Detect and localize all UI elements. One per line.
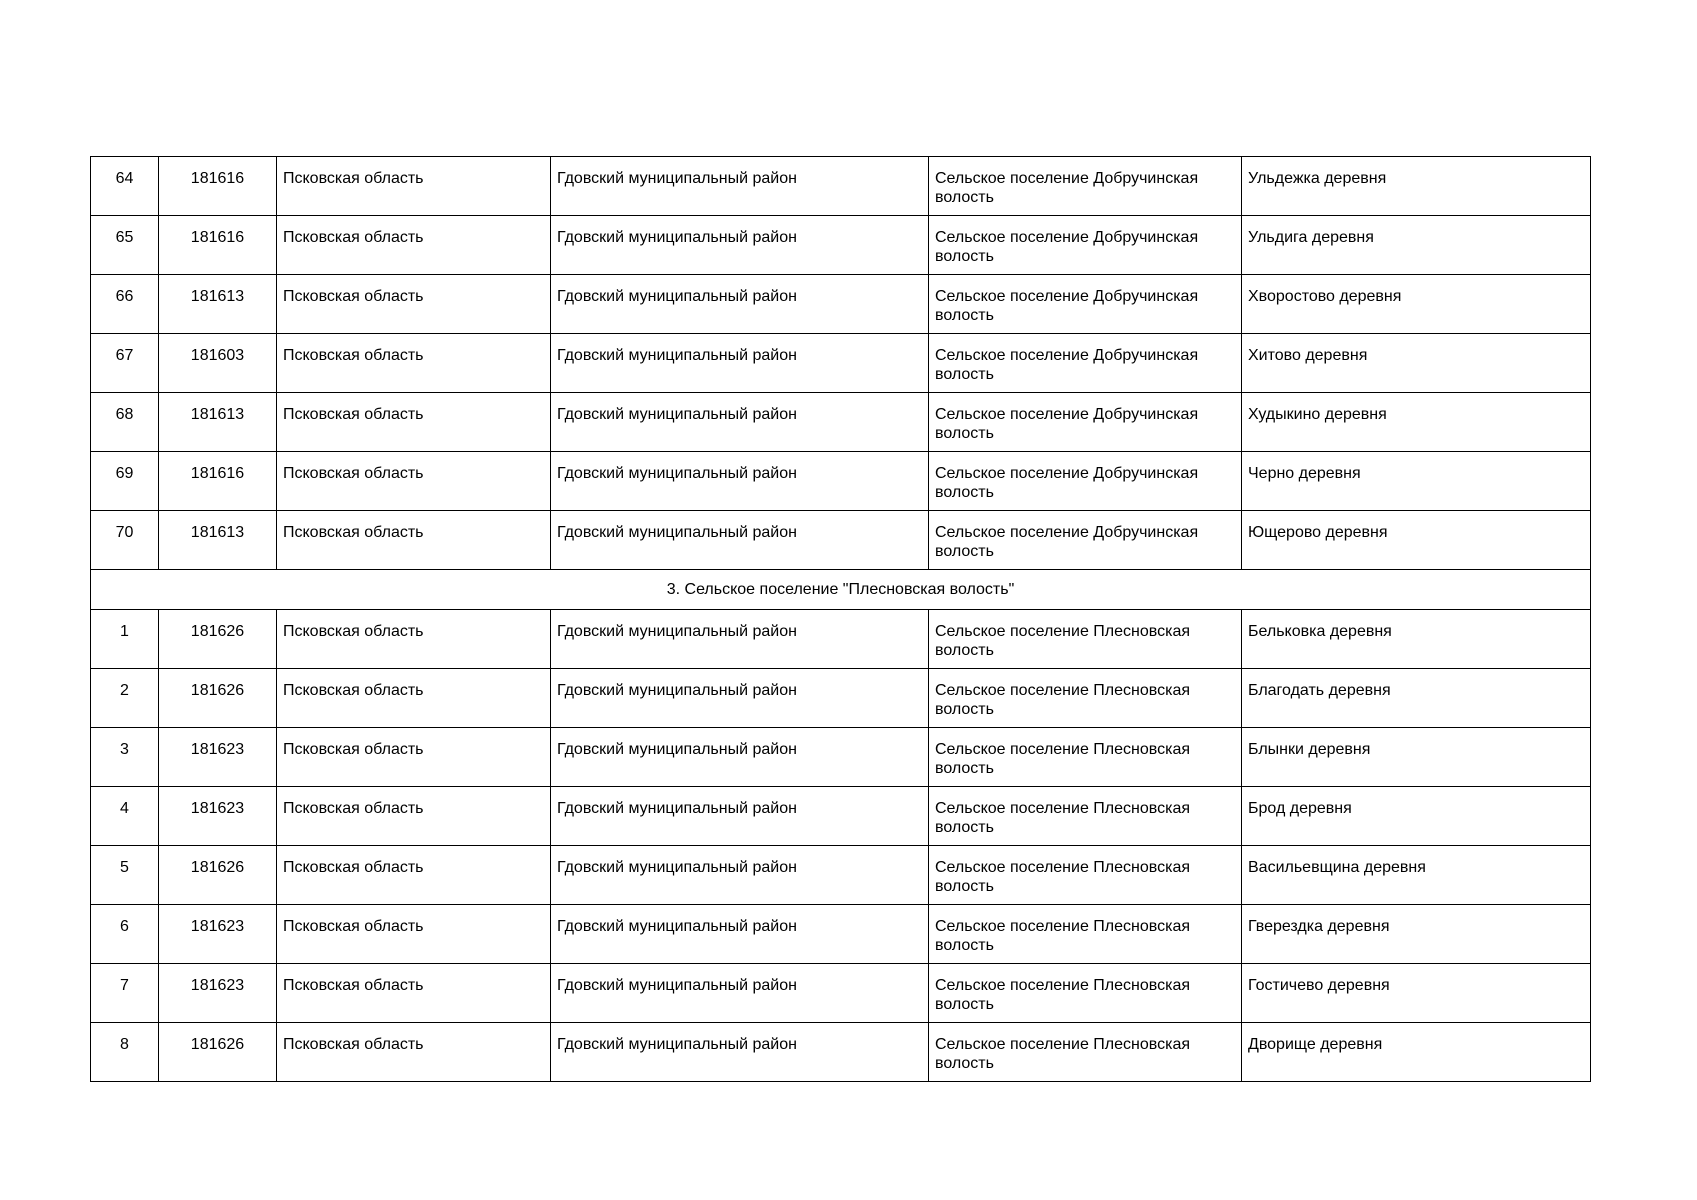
district-cell: Гдовский муниципальный район	[551, 1023, 929, 1082]
row-number-cell: 67	[91, 334, 159, 393]
row-number-cell: 6	[91, 905, 159, 964]
district-cell: Гдовский муниципальный район	[551, 511, 929, 570]
table-row	[91, 334, 1591, 393]
locality-cell: Благодать деревня	[1242, 669, 1591, 728]
postal-index-cell: 181626	[159, 669, 277, 728]
locality-cell: Васильевщина деревня	[1242, 846, 1591, 905]
table-row	[91, 157, 1591, 216]
table-row	[91, 787, 1591, 846]
settlement-cell: Сельское поселение Добручинская волость	[929, 334, 1242, 393]
postal-index-cell: 181616	[159, 452, 277, 511]
table-row	[91, 610, 1591, 669]
row-number-cell: 3	[91, 728, 159, 787]
region-cell: Псковская область	[277, 787, 551, 846]
region-cell: Псковская область	[277, 610, 551, 669]
settlement-cell: Сельское поселение Плесновская волость	[929, 610, 1242, 669]
district-cell: Гдовский муниципальный район	[551, 275, 929, 334]
region-cell: Псковская область	[277, 669, 551, 728]
region-cell: Псковская область	[277, 964, 551, 1023]
postal-index-cell: 181623	[159, 964, 277, 1023]
postal-index-cell: 181613	[159, 275, 277, 334]
table-row	[91, 452, 1591, 511]
region-cell: Псковская область	[277, 846, 551, 905]
table-row	[91, 511, 1591, 570]
locality-cell: Бельковка деревня	[1242, 610, 1591, 669]
settlements-table	[90, 156, 1591, 1082]
region-cell: Псковская область	[277, 334, 551, 393]
settlement-cell: Сельское поселение Плесновская волость	[929, 669, 1242, 728]
locality-cell: Ульдежка деревня	[1242, 157, 1591, 216]
district-cell: Гдовский муниципальный район	[551, 157, 929, 216]
locality-cell: Ульдига деревня	[1242, 216, 1591, 275]
district-cell: Гдовский муниципальный район	[551, 216, 929, 275]
region-cell: Псковская область	[277, 216, 551, 275]
table-row	[91, 1023, 1591, 1082]
postal-index-cell: 181613	[159, 393, 277, 452]
row-number-cell: 4	[91, 787, 159, 846]
region-cell: Псковская область	[277, 157, 551, 216]
settlement-cell: Сельское поселение Добручинская волость	[929, 157, 1242, 216]
region-cell: Псковская область	[277, 511, 551, 570]
row-number-cell: 64	[91, 157, 159, 216]
settlement-cell: Сельское поселение Добручинская волость	[929, 275, 1242, 334]
district-cell: Гдовский муниципальный район	[551, 905, 929, 964]
row-number-cell: 66	[91, 275, 159, 334]
table-row	[91, 275, 1591, 334]
table-row	[91, 669, 1591, 728]
settlement-cell: Сельское поселение Добручинская волость	[929, 511, 1242, 570]
postal-index-cell: 181613	[159, 511, 277, 570]
row-number-cell: 70	[91, 511, 159, 570]
table-row	[91, 728, 1591, 787]
region-cell: Псковская область	[277, 1023, 551, 1082]
district-cell: Гдовский муниципальный район	[551, 334, 929, 393]
row-number-cell: 69	[91, 452, 159, 511]
settlement-cell: Сельское поселение Плесновская волость	[929, 728, 1242, 787]
table-row	[91, 964, 1591, 1023]
postal-index-cell: 181623	[159, 905, 277, 964]
locality-cell: Гостичево деревня	[1242, 964, 1591, 1023]
locality-cell: Брод деревня	[1242, 787, 1591, 846]
locality-cell: Худыкино деревня	[1242, 393, 1591, 452]
region-cell: Псковская область	[277, 452, 551, 511]
postal-index-cell: 181626	[159, 1023, 277, 1082]
section-heading-row	[91, 570, 1591, 610]
settlement-cell: Сельское поселение Плесновская волость	[929, 787, 1242, 846]
district-cell: Гдовский муниципальный район	[551, 964, 929, 1023]
locality-cell: Гверездка деревня	[1242, 905, 1591, 964]
district-cell: Гдовский муниципальный район	[551, 452, 929, 511]
row-number-cell: 8	[91, 1023, 159, 1082]
table-row	[91, 393, 1591, 452]
district-cell: Гдовский муниципальный район	[551, 610, 929, 669]
locality-cell: Дворище деревня	[1242, 1023, 1591, 1082]
postal-index-cell: 181616	[159, 216, 277, 275]
postal-index-cell: 181616	[159, 157, 277, 216]
row-number-cell: 65	[91, 216, 159, 275]
locality-cell: Хитово деревня	[1242, 334, 1591, 393]
region-cell: Псковская область	[277, 905, 551, 964]
row-number-cell: 5	[91, 846, 159, 905]
row-number-cell: 7	[91, 964, 159, 1023]
postal-index-cell: 181626	[159, 610, 277, 669]
section-heading: 3. Сельское поселение "Плесновская волость"	[91, 570, 1591, 610]
district-cell: Гдовский муниципальный район	[551, 393, 929, 452]
locality-cell: Ющерово деревня	[1242, 511, 1591, 570]
table-row	[91, 905, 1591, 964]
table-row	[91, 846, 1591, 905]
row-number-cell: 2	[91, 669, 159, 728]
locality-cell: Блынки деревня	[1242, 728, 1591, 787]
table-row	[91, 216, 1591, 275]
settlement-cell: Сельское поселение Плесновская волость	[929, 964, 1242, 1023]
row-number-cell: 68	[91, 393, 159, 452]
district-cell: Гдовский муниципальный район	[551, 787, 929, 846]
postal-index-cell: 181623	[159, 728, 277, 787]
settlement-cell: Сельское поселение Плесновская волость	[929, 846, 1242, 905]
settlement-cell: Сельское поселение Добручинская волость	[929, 393, 1242, 452]
district-cell: Гдовский муниципальный район	[551, 669, 929, 728]
region-cell: Псковская область	[277, 393, 551, 452]
postal-index-cell: 181623	[159, 787, 277, 846]
settlement-cell: Сельское поселение Плесновская волость	[929, 905, 1242, 964]
settlement-cell: Сельское поселение Добручинская волость	[929, 216, 1242, 275]
district-cell: Гдовский муниципальный район	[551, 728, 929, 787]
settlement-cell: Сельское поселение Добручинская волость	[929, 452, 1242, 511]
locality-cell: Хворостово деревня	[1242, 275, 1591, 334]
postal-index-cell: 181626	[159, 846, 277, 905]
region-cell: Псковская область	[277, 728, 551, 787]
region-cell: Псковская область	[277, 275, 551, 334]
district-cell: Гдовский муниципальный район	[551, 846, 929, 905]
postal-index-cell: 181603	[159, 334, 277, 393]
locality-cell: Черно деревня	[1242, 452, 1591, 511]
row-number-cell: 1	[91, 610, 159, 669]
settlement-cell: Сельское поселение Плесновская волость	[929, 1023, 1242, 1082]
